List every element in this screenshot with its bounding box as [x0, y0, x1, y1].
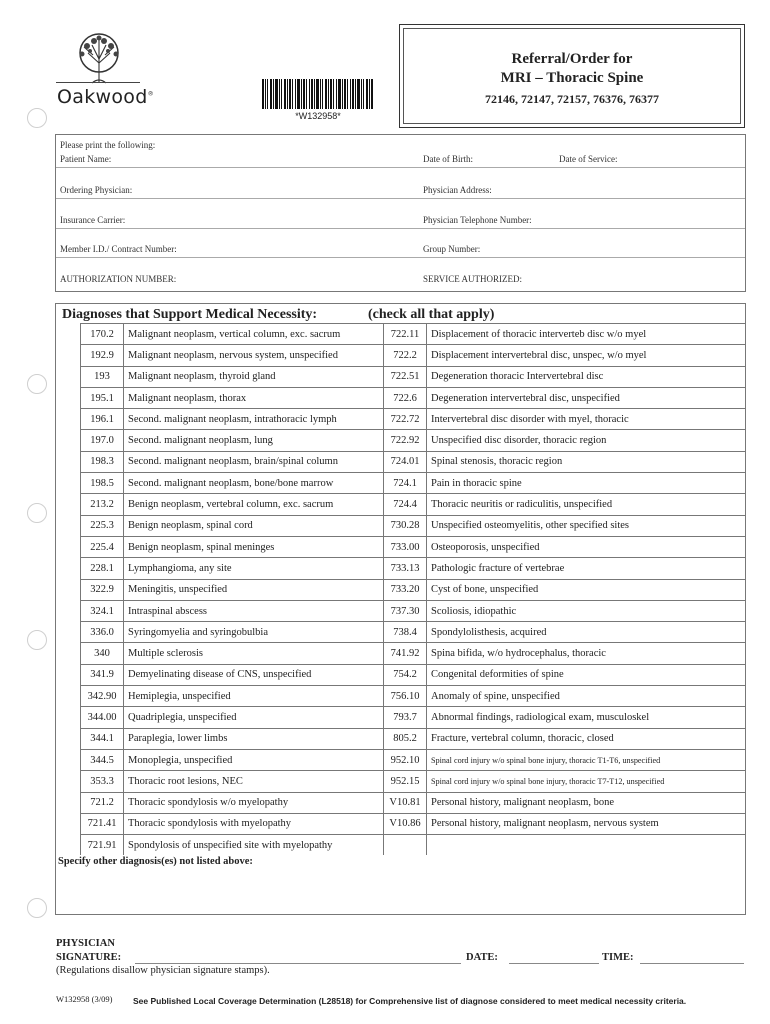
diagnosis-row[interactable] [81, 579, 746, 600]
diagnosis-row[interactable] [81, 451, 746, 472]
form-title-box [399, 24, 745, 128]
signature-line[interactable] [135, 963, 461, 964]
diagnosis-desc-right[interactable] [427, 835, 746, 856]
ordering-physician-field[interactable]: Ordering Physician: [60, 185, 133, 195]
diagnosis-row[interactable] [81, 707, 746, 728]
punch-hole [27, 898, 47, 918]
diagnosis-desc-right[interactable]: Osteoporosis, unspecified [427, 536, 746, 557]
diagnosis-desc-left[interactable]: Lymphangioma, any site [124, 558, 384, 579]
punch-hole [27, 374, 47, 394]
diagnosis-row[interactable] [81, 366, 746, 387]
diagnosis-desc-left[interactable]: Meningitis, unspecified [124, 579, 384, 600]
diagnosis-code-left[interactable]: 324.1 [81, 600, 124, 621]
regulation-note: (Regulations disallow physician signature stamps). [56, 965, 270, 976]
form-subtitle: MRI – Thoracic Spine [500, 70, 644, 86]
diagnosis-row[interactable] [81, 409, 746, 430]
diagnosis-code-right[interactable]: 722.2 [384, 345, 427, 366]
diagnosis-desc-left[interactable]: Second. malignant neoplasm, intrathoracic lymph [124, 409, 384, 430]
physician-address-field[interactable]: Physician Address: [423, 185, 492, 195]
diagnosis-code-right[interactable]: 793.7 [384, 707, 427, 728]
diagnosis-code-right[interactable]: 737.30 [384, 600, 427, 621]
diagnosis-code-right[interactable]: 756.10 [384, 686, 427, 707]
diagnosis-desc-right[interactable]: Pathologic fracture of vertebrae [427, 558, 746, 579]
diagnosis-desc-right[interactable]: Personal history, malignant neoplasm, bone [427, 792, 746, 813]
info-row-patient[interactable] [56, 137, 745, 168]
diagnosis-code-right[interactable]: 724.1 [384, 473, 427, 494]
diagnosis-code-right[interactable]: 952.10 [384, 749, 427, 770]
diagnosis-code-right[interactable]: 722.72 [384, 409, 427, 430]
diagnosis-code-left[interactable]: 225.3 [81, 515, 124, 536]
diagnosis-desc-right[interactable]: Abnormal findings, radiological exam, musculoskel [427, 707, 746, 728]
diagnosis-code-left[interactable]: 341.9 [81, 664, 124, 685]
diagnosis-desc-left[interactable]: Thoracic spondylosis w/o myelopathy [124, 792, 384, 813]
diagnosis-desc-right[interactable]: Fracture, vertebral column, thoracic, closed [427, 728, 746, 749]
patient-info-section [55, 134, 746, 292]
info-row-authorization[interactable] [56, 257, 745, 287]
diagnosis-code-left[interactable]: 213.2 [81, 494, 124, 515]
diagnosis-desc-left[interactable]: Intraspinal abscess [124, 600, 384, 621]
diagnosis-desc-right[interactable]: Displacement intervertebral disc, unspec, w/o myel [427, 345, 746, 366]
diagnosis-desc-left[interactable]: Spondylosis of unspecified site with myelopathy [124, 835, 384, 856]
diagnosis-desc-left[interactable]: Malignant neoplasm, thyroid gland [124, 366, 384, 387]
diagnosis-code-left[interactable]: 721.91 [81, 835, 124, 856]
diagnosis-desc-left[interactable]: Benign neoplasm, spinal meninges [124, 536, 384, 557]
diagnosis-code-right[interactable]: 722.11 [384, 324, 427, 345]
diagnosis-code-left[interactable]: 225.4 [81, 536, 124, 557]
diagnosis-desc-right[interactable]: Anomaly of spine, unspecified [427, 686, 746, 707]
other-diagnosis-label: Specify other diagnosis(es) not listed above: [58, 856, 253, 867]
logo-wordmark [57, 86, 154, 108]
diagnosis-desc-right[interactable]: Degeneration intervertebral disc, unspecified [427, 387, 746, 408]
diagnosis-row[interactable] [81, 771, 746, 792]
time-line[interactable] [640, 963, 744, 964]
physician-phone-field[interactable]: Physician Telephone Number: [423, 215, 532, 225]
diagnosis-row[interactable] [81, 473, 746, 494]
diagnosis-code-right[interactable]: 805.2 [384, 728, 427, 749]
diagnosis-row[interactable] [81, 324, 746, 345]
member-id-field[interactable]: Member I.D./ Contract Number: [60, 244, 177, 254]
physician-label: PHYSICIAN [56, 938, 115, 949]
date-of-service-field[interactable]: Date of Service: [559, 154, 618, 164]
form-title: Referral/Order for [511, 51, 633, 67]
diagnosis-desc-right[interactable]: Congenital deformities of spine [427, 664, 746, 685]
diagnosis-desc-right[interactable]: Spinal cord injury w/o spinal bone injury, thoracic T1-T6, unspecified [427, 749, 746, 770]
diagnosis-desc-right[interactable]: Thoracic neuritis or radiculitis, unspecified [427, 494, 746, 515]
diagnosis-desc-left[interactable]: Multiple sclerosis [124, 643, 384, 664]
diagnosis-code-right[interactable]: 741.92 [384, 643, 427, 664]
info-row-physician[interactable] [56, 168, 745, 199]
diagnosis-code-right[interactable]: V10.86 [384, 813, 427, 834]
diagnosis-code-right[interactable]: 724.01 [384, 451, 427, 472]
logo-name: Oakwood [57, 86, 148, 108]
diagnosis-row[interactable] [81, 430, 746, 451]
diagnosis-desc-left[interactable]: Syringomyelia and syringobulbia [124, 622, 384, 643]
diagnosis-desc-left[interactable]: Malignant neoplasm, vertical column, exc. sacrum [124, 324, 384, 345]
diagnosis-desc-right[interactable]: Cyst of bone, unspecified [427, 579, 746, 600]
diagnosis-code-left[interactable]: 196.1 [81, 409, 124, 430]
diagnosis-desc-left[interactable]: Hemiplegia, unspecified [124, 686, 384, 707]
diagnosis-code-right[interactable]: 733.20 [384, 579, 427, 600]
diagnosis-desc-left[interactable]: Monoplegia, unspecified [124, 749, 384, 770]
punch-hole [27, 630, 47, 650]
cpt-codes: 72146, 72147, 72157, 76376, 76377 [485, 92, 659, 106]
diagnosis-code-left[interactable]: 336.0 [81, 622, 124, 643]
diagnosis-code-left[interactable]: 721.2 [81, 792, 124, 813]
diagnosis-row[interactable] [81, 387, 746, 408]
diagnosis-desc-right[interactable]: Spinal stenosis, thoracic region [427, 451, 746, 472]
diagnosis-code-left[interactable]: 195.1 [81, 387, 124, 408]
barcode-text: *W132958* [295, 111, 341, 121]
info-row-member[interactable] [56, 227, 745, 258]
punch-hole [27, 108, 47, 128]
punch-hole [27, 503, 47, 523]
time-label: TIME: [602, 952, 634, 963]
diagnosis-desc-left[interactable]: Malignant neoplasm, thorax [124, 387, 384, 408]
diagnosis-code-left[interactable]: 721.41 [81, 813, 124, 834]
diagnoses-table [80, 323, 746, 855]
diagnosis-desc-left[interactable]: Benign neoplasm, spinal cord [124, 515, 384, 536]
diagnosis-code-right[interactable]: 733.13 [384, 558, 427, 579]
diagnoses-section [55, 303, 746, 915]
diagnosis-row[interactable] [81, 686, 746, 707]
diagnosis-code-left[interactable]: 344.00 [81, 707, 124, 728]
group-number-field[interactable]: Group Number: [423, 244, 481, 254]
diagnosis-desc-right[interactable]: Spina bifida, w/o hydrocephalus, thoracic [427, 643, 746, 664]
diagnosis-code-left[interactable]: 170.2 [81, 324, 124, 345]
diagnosis-code-left[interactable]: 193 [81, 366, 124, 387]
diagnosis-code-right[interactable]: 722.6 [384, 387, 427, 408]
diagnosis-row[interactable] [81, 558, 746, 579]
info-row-insurance[interactable] [56, 198, 745, 229]
diagnosis-desc-left[interactable]: Paraplegia, lower limbs [124, 728, 384, 749]
diagnosis-code-left[interactable]: 197.0 [81, 430, 124, 451]
diagnosis-code-right[interactable]: V10.81 [384, 792, 427, 813]
diagnosis-code-right[interactable]: 730.28 [384, 515, 427, 536]
registered-mark: ® [147, 90, 154, 98]
logo-divider [56, 82, 140, 83]
patient-name-field[interactable]: Patient Name: [60, 154, 112, 164]
diagnosis-row[interactable] [81, 643, 746, 664]
diagnosis-code-right[interactable]: 722.92 [384, 430, 427, 451]
diagnosis-desc-left[interactable]: Second. malignant neoplasm, lung [124, 430, 384, 451]
diagnosis-code-left[interactable]: 198.5 [81, 473, 124, 494]
diagnosis-desc-left[interactable]: Second. malignant neoplasm, brain/spinal column [124, 451, 384, 472]
diagnosis-desc-left[interactable]: Quadriplegia, unspecified [124, 707, 384, 728]
oak-tree-logo-icon [70, 33, 128, 85]
diagnosis-desc-right[interactable]: Scoliosis, idiopathic [427, 600, 746, 621]
diagnosis-code-right[interactable] [384, 835, 427, 856]
diagnosis-desc-right[interactable]: Intervertebral disc disorder with myel, thoracic [427, 409, 746, 430]
diagnoses-title: Diagnoses that Support Medical Necessity: [62, 307, 318, 322]
form-id: W132958 (3/09) [56, 994, 113, 1004]
diagnosis-row[interactable] [81, 622, 746, 643]
diagnosis-code-left[interactable]: 342.90 [81, 686, 124, 707]
diagnosis-code-right[interactable]: 722.51 [384, 366, 427, 387]
diagnosis-code-left[interactable]: 340 [81, 643, 124, 664]
diagnosis-desc-right[interactable]: Unspecified osteomyelitis, other specified sites [427, 515, 746, 536]
coverage-note: See Published Local Coverage Determination (L28518) for Comprehensive list of diagnose considered to meet medical necessity criteria. [133, 996, 687, 1006]
diagnosis-desc-right[interactable]: Spondylolisthesis, acquired [427, 622, 746, 643]
diagnosis-row[interactable] [81, 792, 746, 813]
service-authorized-field[interactable]: SERVICE AUTHORIZED: [423, 274, 523, 284]
date-of-birth-field[interactable]: Date of Birth: [423, 154, 473, 164]
diagnosis-row[interactable] [81, 664, 746, 685]
diagnosis-code-right[interactable]: 724.4 [384, 494, 427, 515]
signature-label: SIGNATURE: [56, 952, 122, 963]
diagnosis-code-left[interactable]: 353.3 [81, 771, 124, 792]
date-line[interactable] [509, 963, 599, 964]
diagnosis-code-left[interactable]: 322.9 [81, 579, 124, 600]
diagnosis-desc-right[interactable]: Unspecified disc disorder, thoracic region [427, 430, 746, 451]
diagnosis-desc-right[interactable]: Degeneration thoracic Intervertebral disc [427, 366, 746, 387]
diagnosis-desc-right[interactable]: Displacement of thoracic interverteb disc w/o myel [427, 324, 746, 345]
diagnosis-desc-left[interactable]: Malignant neoplasm, nervous system, unspecified [124, 345, 384, 366]
diagnosis-row[interactable] [81, 813, 746, 834]
diagnosis-code-left[interactable]: 344.5 [81, 749, 124, 770]
diagnosis-code-left[interactable]: 228.1 [81, 558, 124, 579]
diagnosis-row[interactable] [81, 728, 746, 749]
diagnosis-desc-left[interactable]: Benign neoplasm, vertebral column, exc. sacrum [124, 494, 384, 515]
diagnosis-row[interactable] [81, 515, 746, 536]
diagnosis-desc-right[interactable]: Personal history, malignant neoplasm, nervous system [427, 813, 746, 834]
diagnosis-desc-right[interactable]: Pain in thoracic spine [427, 473, 746, 494]
diagnosis-code-left[interactable]: 198.3 [81, 451, 124, 472]
info-instructions: Please print the following: [60, 140, 156, 150]
diagnosis-desc-left[interactable]: Thoracic root lesions, NEC [124, 771, 384, 792]
diagnosis-code-right[interactable]: 733.00 [384, 536, 427, 557]
diagnosis-code-right[interactable]: 738.4 [384, 622, 427, 643]
diagnosis-desc-left[interactable]: Demyelinating disease of CNS, unspecified [124, 664, 384, 685]
diagnosis-code-left[interactable]: 344.1 [81, 728, 124, 749]
diagnosis-row[interactable] [81, 749, 746, 770]
date-label: DATE: [466, 952, 498, 963]
diagnosis-row[interactable] [81, 600, 746, 621]
insurance-carrier-field[interactable]: Insurance Carrier: [60, 215, 126, 225]
barcode [262, 79, 374, 109]
diagnoses-instruction: (check all that apply) [368, 307, 495, 322]
diagnosis-desc-left[interactable]: Second. malignant neoplasm, bone/bone marrow [124, 473, 384, 494]
diagnosis-row[interactable] [81, 835, 746, 856]
diagnosis-code-left[interactable]: 192.9 [81, 345, 124, 366]
diagnosis-code-right[interactable]: 952.15 [384, 771, 427, 792]
diagnosis-row[interactable] [81, 536, 746, 557]
diagnosis-row[interactable] [81, 345, 746, 366]
diagnosis-code-right[interactable]: 754.2 [384, 664, 427, 685]
authorization-number-field[interactable]: AUTHORIZATION NUMBER: [60, 274, 177, 284]
diagnosis-desc-left[interactable]: Thoracic spondylosis with myelopathy [124, 813, 384, 834]
diagnosis-row[interactable] [81, 494, 746, 515]
diagnosis-desc-right[interactable]: Spinal cord injury w/o spinal bone injury, thoracic T7-T12, unspecified [427, 771, 746, 792]
